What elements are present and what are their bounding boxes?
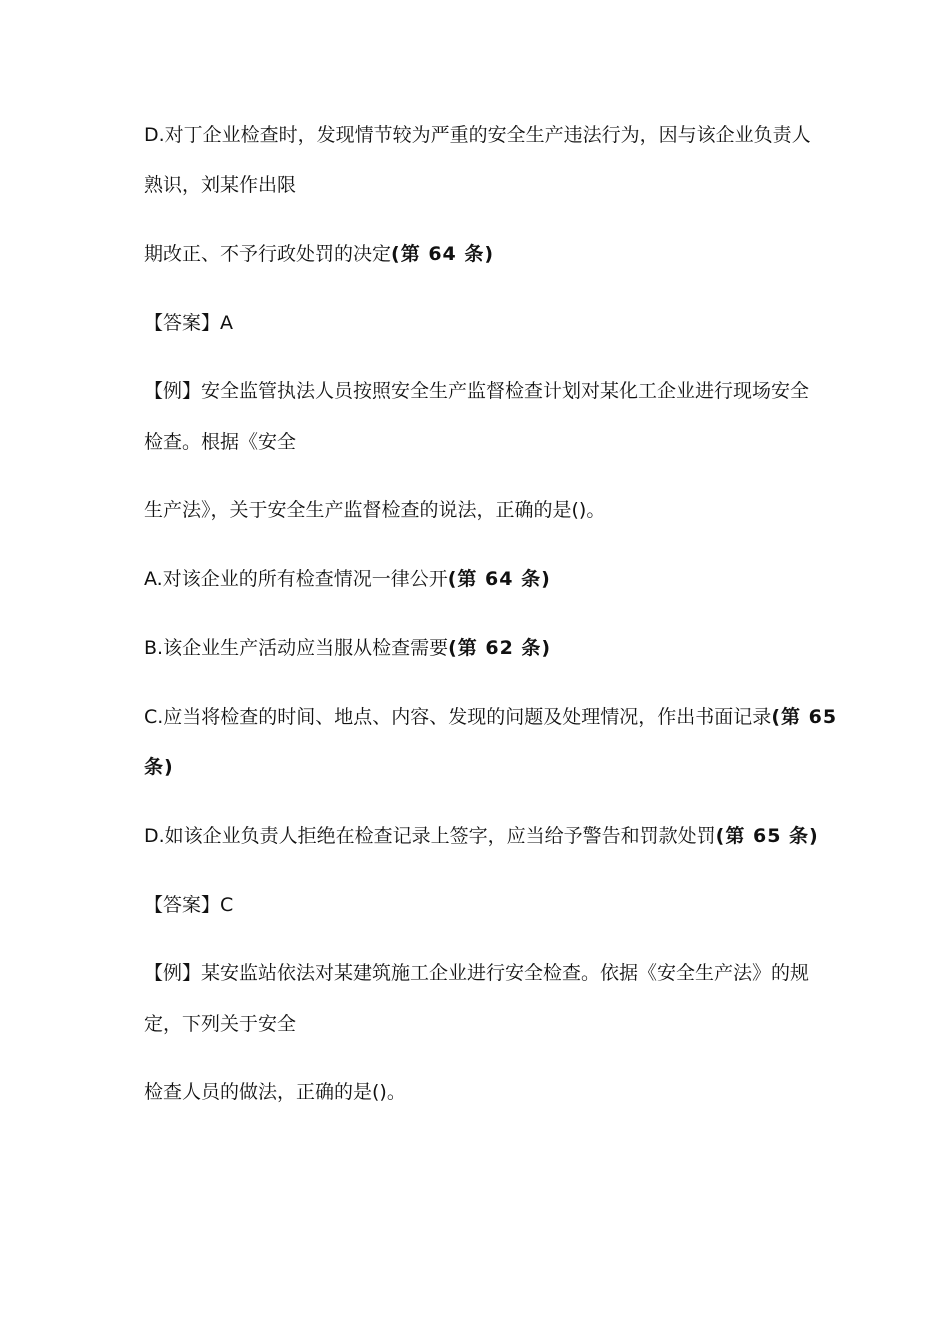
- option-d-line-1: D.对丁企业检查时，发现情节较为严重的安全生产违法行为，因与该企业负责人: [144, 124, 811, 146]
- option-a-line: A.对该企业的所有检查情况一律公开(第 64 条): [144, 568, 551, 590]
- option-c-line-2: [144, 754, 824, 780]
- example-line-1: 【例】安全监管执法人员按照安全生产监督检查计划对某化工企业进行现场安全: [144, 380, 810, 402]
- option-d-line-2: 熟识，刘某作出限: [144, 174, 297, 196]
- answer-line: 【答案】A: [144, 312, 233, 334]
- article-reference: 条): [144, 756, 174, 778]
- article-reference: (第 65 条): [715, 825, 819, 847]
- example2-line-1: 【例】某安监站依法对某建筑施工企业进行安全检查。依据《安全生产法》的规: [144, 962, 810, 984]
- option-b-line: B.该企业生产活动应当服从检查需要(第 62 条): [144, 637, 552, 659]
- article-reference: (第 64 条): [447, 568, 551, 590]
- article-reference: (第 65: [771, 706, 838, 728]
- answer-line: 【答案】C: [144, 894, 234, 916]
- article-reference: (第 64 条): [391, 243, 495, 265]
- example-line-2: 检查。根据《安全: [144, 431, 297, 453]
- article-reference: (第 62 条): [448, 637, 552, 659]
- option-d-line-3: 期改正、不予行政处罚的决定(第 64 条): [144, 243, 495, 265]
- example-line-3: 生产法》，关于安全生产监督检查的说法，正确的是()。: [144, 499, 606, 521]
- option-d2-line: D.如该企业负责人拒绝在检查记录上签字，应当给予警告和罚款处罚(第 65 条): [144, 825, 819, 847]
- option-c-line-1: C.应当将检查的时间、地点、内容、发现的问题及处理情况，作出书面记录(第 65: [144, 706, 838, 728]
- example2-line-3: 检查人员的做法，正确的是()。: [144, 1081, 406, 1103]
- example2-line-2: 定，下列关于安全: [144, 1013, 297, 1035]
